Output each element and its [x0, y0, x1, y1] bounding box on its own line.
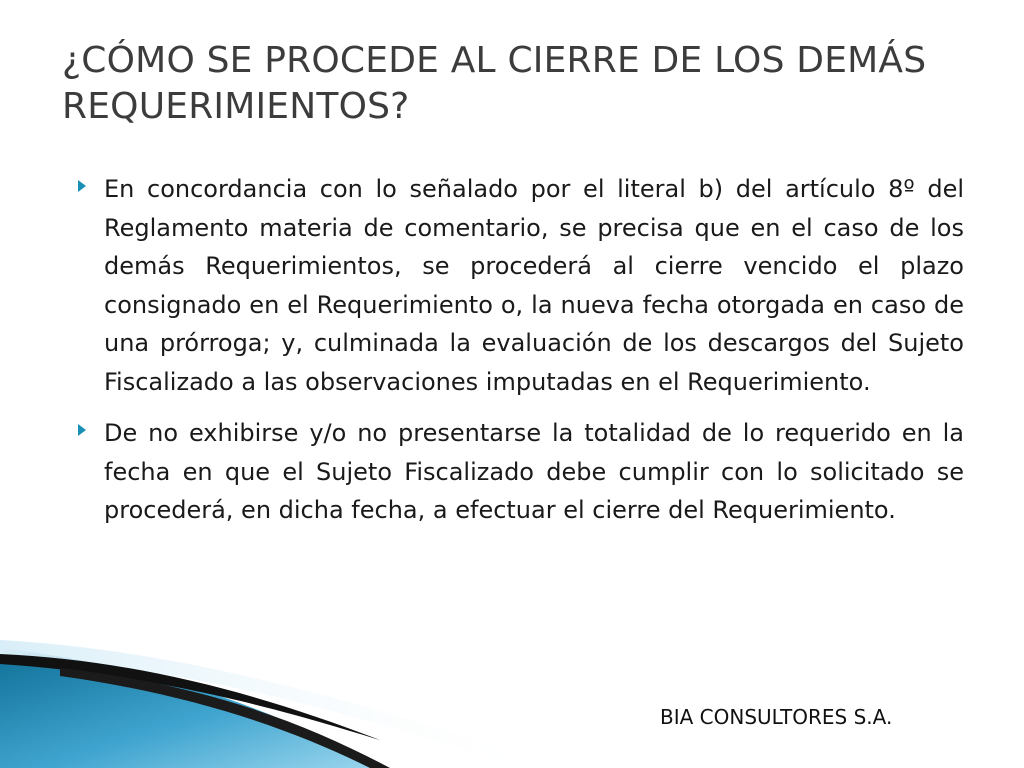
slide-title: ¿CÓMO SE PROCEDE AL CIERRE DE LOS DEMÁS REQUERIMIENTOS? — [62, 40, 927, 127]
blue-wedge-shape — [0, 648, 380, 768]
triangle-bullet-icon — [78, 424, 86, 436]
bullet-item — [74, 414, 964, 530]
bullet-list — [74, 170, 964, 543]
bullet-text: En concordancia con lo señalado por el literal b) del artículo 8º del Reglamento materia de comentario, se precisa que en el caso de los demás Requerimientos, se procederá al cierre vencido el plazo consignado en el Requerimiento o, la nueva fecha otorgada en caso de una prórroga; y, culminada la evaluación de los descargos del Sujeto Fiscalizado a las observaciones imputadas en el Requerimiento. — [104, 175, 964, 396]
bullet-text: De no exhibirse y/o no presentarse la totalidad de lo requerido en la fecha en que el Sujeto Fiscalizado debe cumplir con lo solicitado se procederá, en dicha fecha, a efectuar el cierre del Requerimiento. — [104, 419, 964, 524]
black-swoosh-shape — [60, 668, 390, 768]
triangle-bullet-icon — [78, 180, 86, 192]
footer-company-name: BIA CONSULTORES S.A. — [660, 705, 893, 729]
black-swoosh-shape — [0, 654, 380, 740]
bullet-item — [74, 170, 964, 401]
light-band-shape — [0, 640, 560, 768]
